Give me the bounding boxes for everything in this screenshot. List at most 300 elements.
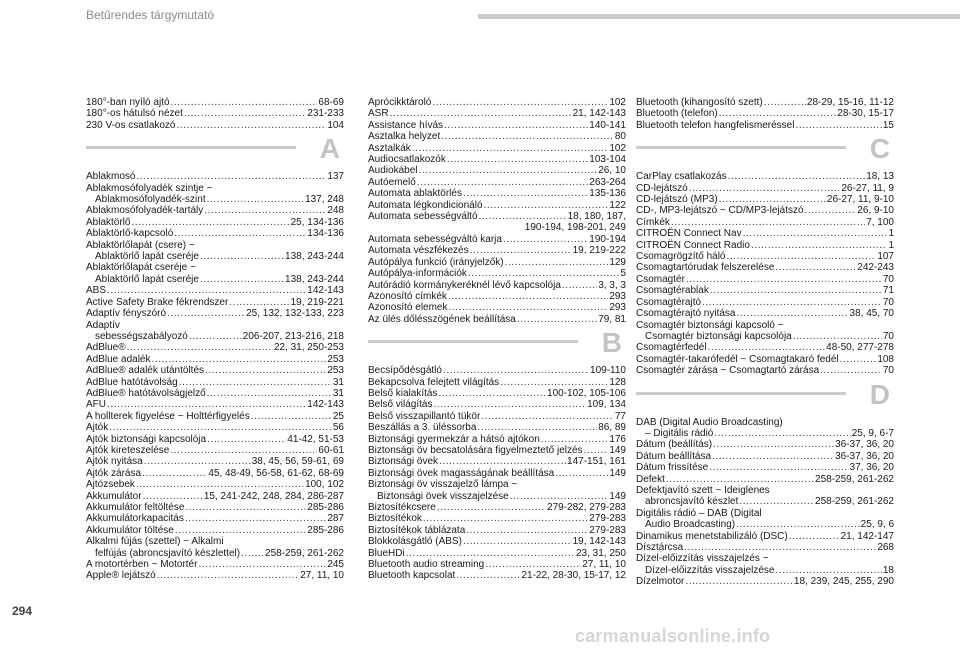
- entry-pages: 138, 243-244: [285, 273, 344, 285]
- entry-pages: 242-243: [857, 262, 894, 274]
- index-entry: [636, 274, 894, 285]
- entry-term: Adaptív: [86, 319, 120, 331]
- leader-dots: [719, 194, 826, 205]
- leader-dots: [793, 331, 882, 342]
- leader-dots: [775, 262, 856, 273]
- index-entry: [636, 217, 894, 228]
- index-entry: [86, 411, 344, 422]
- entry-pages: 293: [609, 290, 626, 302]
- index-entry: [368, 525, 626, 536]
- index-entry: [368, 177, 626, 188]
- leader-dots: [170, 445, 317, 456]
- leader-dots: [743, 228, 888, 239]
- entry-term: CD-, MP3-lejátszó ~ CD/MP3-lejátszó: [636, 205, 804, 217]
- entry-term: Ablaktörlő lapát cseréje: [95, 251, 199, 263]
- entry-term: Csomagtér zárása ~ Csomagtartó zárása: [636, 365, 820, 377]
- entry-term: Belső kialakítás: [368, 387, 438, 399]
- entry-term: Címkék: [636, 216, 670, 228]
- entry-term: Csomagtér biztonsági kapcsoló ~: [636, 319, 784, 331]
- leader-dots: [479, 211, 567, 222]
- leader-dots: [229, 297, 289, 308]
- entry-pages: 253: [327, 365, 344, 377]
- index-entry: [368, 491, 626, 502]
- index-entry: [86, 536, 344, 547]
- entry-pages: 100-102, 105-106: [547, 387, 626, 399]
- index-entry: [86, 331, 344, 342]
- section-letter: A: [319, 133, 340, 165]
- entry-term: Defekt: [636, 473, 665, 485]
- entry-term: Belső világítás: [368, 399, 433, 411]
- entry-term: Ajtók zárása: [86, 467, 142, 479]
- leader-dots: [719, 108, 837, 119]
- leader-dots: [441, 131, 614, 142]
- index-entry: [86, 194, 344, 205]
- entry-pages: 25, 134-136: [290, 216, 344, 228]
- section-divider: [636, 378, 894, 414]
- entry-pages: 25, 9, 6: [860, 519, 894, 531]
- index-entry: [86, 570, 344, 581]
- index-entry: [86, 445, 344, 456]
- index-entry: [636, 308, 894, 319]
- entry-pages: 122: [609, 199, 626, 211]
- leader-dots: [795, 120, 881, 131]
- index-entry: [86, 240, 344, 251]
- entry-pages: 142-143: [307, 399, 344, 411]
- index-entry: [636, 228, 894, 239]
- index-entry: [86, 285, 344, 296]
- index-entry: [86, 491, 344, 502]
- entry-term: A hollterek figyelése ~ Holttérfigyelés: [86, 410, 250, 422]
- entry-pages: 38, 45, 56, 59-61, 69: [251, 456, 344, 468]
- leader-dots: [152, 354, 327, 365]
- entry-term: Bluetooth audio streaming: [368, 559, 485, 571]
- entry-pages: 258-259, 261-262: [815, 496, 894, 508]
- leader-dots: [503, 234, 588, 245]
- index-entry: [368, 502, 626, 513]
- entry-pages: 147-151, 161: [567, 456, 626, 468]
- index-entry: [636, 417, 894, 428]
- entry-term: AdBlue®: [86, 342, 126, 354]
- index-entry: [368, 131, 626, 142]
- entry-pages: 279-282, 279-283: [547, 502, 626, 513]
- entry-term: Akkumulátor töltése: [86, 524, 174, 536]
- entry-term: CarPlay csatlakozás: [636, 171, 727, 183]
- leader-dots: [171, 97, 318, 108]
- entry-term: Bluetooth kapcsolat: [368, 570, 456, 582]
- entry-pages: 140-141: [589, 119, 626, 131]
- leader-dots: [447, 154, 588, 165]
- leader-dots: [463, 536, 572, 547]
- index-entry: [86, 274, 344, 285]
- entry-term: Dátum (beállítás): [636, 439, 713, 451]
- entry-term: Biztonsági öv becsatolására figyelmeztető jelzés: [368, 444, 583, 456]
- entry-pages: 23, 31, 250: [575, 547, 626, 559]
- section-rule: [86, 146, 296, 149]
- entry-term: Biztosítékok: [368, 513, 422, 525]
- section-divider: [86, 133, 344, 168]
- entry-pages: 70: [882, 330, 894, 342]
- index-entry: [86, 399, 344, 410]
- index-entry: [368, 513, 626, 524]
- leader-dots: [107, 399, 306, 410]
- entry-pages: 28-29, 15-16, 11-12: [806, 97, 894, 108]
- index-entry: [636, 565, 894, 576]
- index-entry: [368, 422, 626, 433]
- leader-dots: [555, 468, 608, 479]
- entry-term: Ajtók biztonsági kapcsolója: [86, 433, 207, 445]
- entry-pages: 138, 243-244: [285, 251, 344, 263]
- leader-dots: [736, 519, 860, 530]
- leader-dots: [820, 365, 882, 376]
- index-entry: [636, 262, 894, 273]
- entry-term: AdBlue® adalék utántöltés: [86, 365, 205, 377]
- entry-term: Csomagtérablak: [636, 285, 709, 297]
- entry-pages: 287: [327, 513, 344, 525]
- entry-term: Ajtók nyitása: [86, 456, 143, 468]
- index-entry: [636, 331, 894, 342]
- entry-pages: 129: [609, 256, 626, 268]
- entry-pages: 18, 239, 245, 255, 290: [793, 576, 894, 588]
- entry-term: 180°-os hátulsó nézet: [86, 108, 183, 120]
- entry-term: – Digitális rádió: [645, 427, 714, 439]
- entry-term: CITROËN Connect Nav: [636, 228, 742, 240]
- index-entry: [636, 320, 894, 331]
- index-entry: [368, 165, 626, 176]
- entry-term: Ablakmosófolyadék szintje ~: [86, 182, 213, 194]
- section-letter: C: [869, 133, 890, 165]
- leader-dots: [463, 188, 588, 199]
- leader-dots: [185, 502, 306, 513]
- index-entry: [636, 519, 894, 530]
- entry-pages: 253: [327, 353, 344, 365]
- leader-dots: [433, 399, 586, 410]
- entry-term: Digitális rádió – DAB (Digital: [636, 507, 762, 519]
- entry-pages: 142-143: [307, 285, 344, 297]
- leader-dots: [737, 308, 849, 319]
- entry-pages: 21-22, 28-30, 15-17, 12: [521, 570, 626, 582]
- entry-term: Ajtózsebek: [86, 479, 135, 491]
- index-entry: [636, 297, 894, 308]
- entry-term: Audio Broadcasting): [645, 519, 736, 531]
- leader-dots: [200, 251, 284, 262]
- leader-dots: [448, 291, 608, 302]
- entry-pages: 36-37, 36, 20: [835, 450, 894, 462]
- entry-pages: 268: [877, 542, 894, 553]
- index-entry: [368, 468, 626, 479]
- page-number: 294: [12, 604, 33, 618]
- leader-dots: [198, 559, 326, 570]
- index-entry: [368, 257, 626, 268]
- entry-pages: 5: [620, 268, 626, 280]
- entry-term: 230 V-os csatlakozó: [86, 119, 176, 131]
- index-entry: [636, 439, 894, 450]
- entry-pages: 279-283: [589, 513, 626, 525]
- index-entry: [368, 570, 626, 581]
- entry-pages: 231-233: [307, 108, 344, 120]
- entry-term: Csomagtérfedél: [636, 342, 707, 354]
- index-entry: [368, 388, 626, 399]
- leader-dots: [184, 108, 306, 119]
- index-entry: [636, 194, 894, 205]
- leader-dots: [708, 342, 826, 353]
- entry-pages: 19, 219-222: [572, 245, 626, 257]
- leader-dots: [204, 205, 326, 216]
- leader-dots: [251, 411, 332, 422]
- index-entry: [368, 365, 626, 376]
- leader-dots: [728, 171, 866, 182]
- leader-dots: [205, 365, 326, 376]
- index-entry: [636, 531, 894, 542]
- entry-pages: 31: [332, 376, 344, 388]
- index-entry: [86, 548, 344, 559]
- index-entry: [636, 428, 894, 439]
- page-header-title: Betűrendes tárgymutató: [86, 8, 215, 22]
- index-entry: [86, 120, 344, 131]
- leader-dots: [179, 377, 332, 388]
- leader-dots: [207, 194, 304, 205]
- index-entry: [368, 154, 626, 165]
- index-entry: [636, 462, 894, 473]
- index-entry: [636, 171, 894, 182]
- index-entry: [86, 205, 344, 216]
- index-entry: [636, 108, 894, 119]
- entry-pages: 1: [888, 228, 894, 240]
- entry-pages: 279-283: [589, 524, 626, 536]
- entry-term: Dízel-előizzítás visszajelzése: [645, 564, 775, 576]
- leader-dots: [167, 308, 245, 319]
- index-entry: [368, 399, 626, 410]
- entry-pages: 41-42, 51-53: [287, 433, 344, 445]
- section-divider: [368, 327, 626, 362]
- leader-dots: [418, 165, 597, 176]
- entry-term: abroncsjavító készlet: [645, 496, 739, 508]
- entry-term: Biztonsági övek magasságának beállítása: [368, 467, 555, 479]
- entry-term: Bluetooth (telefon): [636, 108, 718, 120]
- leader-dots: [432, 97, 608, 108]
- entry-term: Csomagrögzítő háló: [636, 251, 726, 263]
- index-column-2: [368, 97, 626, 582]
- entry-pages: 19, 219-221: [290, 296, 344, 308]
- leader-dots: [689, 183, 841, 194]
- index-entry: [636, 205, 894, 216]
- entry-term: Audiokábel: [368, 165, 418, 177]
- entry-term: Csomagtérajtó nyitása: [636, 308, 736, 320]
- index-entry: [636, 542, 894, 553]
- entry-term: ASR: [368, 108, 389, 120]
- entry-term: Automata légkondicionáló: [368, 199, 483, 211]
- entry-pages: 25: [332, 410, 344, 422]
- entry-pages: 21, 142-143: [572, 108, 626, 120]
- leader-dots: [751, 240, 888, 251]
- entry-term: Autóemelő: [368, 176, 416, 188]
- leader-dots: [510, 491, 609, 502]
- index-entry: [86, 365, 344, 376]
- entry-term: Belső visszapillantó tükör: [368, 410, 481, 422]
- entry-term: Autópálya-információk: [368, 268, 467, 280]
- leader-dots: [710, 285, 882, 296]
- leader-dots: [764, 97, 806, 108]
- entry-term: Bekapcsolva felejtett világítás: [368, 376, 500, 388]
- index-column-3: [636, 97, 894, 588]
- entry-pages: 60-61: [318, 444, 344, 456]
- entry-term: Csomagtérajtó: [636, 296, 702, 308]
- index-entry: [86, 502, 344, 513]
- index-entry: [86, 183, 344, 194]
- entry-term: Audiocsatlakozók: [368, 154, 446, 166]
- leader-dots: [684, 542, 876, 553]
- entry-pages: 26-27, 11, 9: [841, 182, 894, 194]
- entry-pages: 149: [609, 444, 626, 456]
- leader-dots: [437, 502, 546, 513]
- index-entry: [86, 320, 344, 331]
- leader-dots: [207, 388, 332, 399]
- entry-pages: 107: [877, 251, 894, 263]
- entry-term: Dísztárcsa: [636, 542, 684, 553]
- leader-dots: [131, 217, 289, 228]
- leader-dots: [789, 531, 840, 542]
- entry-term: Defektjavító szett ~ Ideiglenes: [636, 484, 770, 496]
- entry-term: Ablaktörlőlapát (csere) ~: [86, 239, 195, 251]
- entry-term: Ablaktörlőlapát cseréje ~: [86, 262, 196, 274]
- index-entry: [86, 217, 344, 228]
- entry-term: ABS: [86, 285, 107, 297]
- index-entry: [636, 251, 894, 262]
- entry-term: AFU: [86, 399, 106, 411]
- index-entry: [86, 308, 344, 319]
- entry-term: Biztonsági övek: [368, 456, 439, 468]
- entry-pages: 19, 142-143: [572, 536, 626, 548]
- leader-dots: [666, 474, 814, 485]
- entry-term: CD-lejátszó (MP3): [636, 194, 718, 206]
- leader-dots: [541, 434, 609, 445]
- leader-dots: [406, 548, 575, 559]
- index-entry: [86, 422, 344, 433]
- entry-pages: 103-104: [589, 154, 626, 166]
- entry-pages: 137: [327, 171, 344, 183]
- entry-term: Biztosítékcsere: [368, 502, 436, 513]
- index-entry: [636, 485, 894, 496]
- index-entry: [86, 513, 344, 524]
- entry-pages: 135-136: [589, 188, 626, 200]
- section-rule: [368, 340, 578, 343]
- leader-dots: [185, 513, 326, 524]
- entry-term: AdBlue® hatótávolságjelző: [86, 387, 206, 399]
- index-entry: [86, 479, 344, 490]
- entry-pages: 26-27, 11, 9-10: [826, 194, 894, 206]
- leader-dots: [562, 280, 597, 291]
- index-entry: [368, 291, 626, 302]
- entry-term: Becsípődésgátló: [368, 365, 442, 377]
- entry-term: 180°-ban nyíló ajtó: [86, 97, 170, 108]
- index-entry: [368, 302, 626, 313]
- entry-pages: 26, 9-10: [857, 205, 894, 217]
- leader-dots: [505, 257, 609, 268]
- entry-term: Active Safety Brake fékrendszer: [86, 296, 229, 308]
- entry-pages: 77: [614, 410, 626, 422]
- index-entry: [368, 280, 626, 291]
- entry-pages: 190-194: [589, 233, 626, 245]
- entry-term: Azonosító címkék: [368, 290, 447, 302]
- leader-dots: [685, 576, 793, 587]
- leader-dots: [127, 342, 273, 353]
- leader-dots: [671, 217, 865, 228]
- index-entry: [86, 251, 344, 262]
- leader-dots: [174, 228, 306, 239]
- index-entry: [368, 143, 626, 154]
- entry-term: A motortérben ~ Motortér: [86, 559, 198, 571]
- leader-dots: [143, 491, 203, 502]
- entry-pages: 15: [882, 119, 894, 131]
- entry-pages: 25, 132, 132-133, 223: [246, 308, 344, 320]
- entry-term: Bluetooth telefon hangfelismeréssel: [636, 119, 795, 131]
- entry-pages: 176: [609, 433, 626, 445]
- leader-dots: [438, 388, 546, 399]
- leader-dots: [712, 451, 834, 462]
- entry-term: Dízel-előizzítás visszajelzés ~: [636, 553, 769, 565]
- entry-term: Akkumulátorkapacitás: [86, 513, 184, 525]
- leader-dots: [484, 200, 609, 211]
- leader-dots: [200, 274, 284, 285]
- leader-dots: [144, 456, 251, 467]
- entry-pages: 18, 180, 187,: [567, 211, 626, 223]
- entry-term: BlueHDi: [368, 547, 405, 559]
- entry-pages: 22, 31, 250-253: [273, 342, 344, 354]
- index-entry: [368, 268, 626, 279]
- leader-dots: [177, 120, 327, 131]
- index-entry: [368, 120, 626, 131]
- leader-dots: [702, 297, 882, 308]
- index-entry: [368, 377, 626, 388]
- entry-pages: 80: [614, 131, 626, 143]
- leader-dots: [713, 439, 834, 450]
- entry-term: Ablakmosó: [86, 171, 136, 183]
- entry-term: Blokkolásgátló (ABS): [368, 536, 462, 548]
- index-entry: [368, 97, 626, 108]
- entry-term: Azonosító elemek: [368, 302, 448, 314]
- index-entry: [368, 245, 626, 256]
- entry-pages: 15, 241-242, 248, 284, 286-287: [203, 490, 344, 502]
- index-entry: [368, 108, 626, 119]
- entry-term: Asztalkák: [368, 142, 411, 154]
- entry-term: Csomagtér: [636, 273, 685, 285]
- index-entry: [368, 548, 626, 559]
- entry-pages: 190-194, 198-201, 249: [524, 222, 626, 234]
- leader-dots: [714, 428, 850, 439]
- entry-pages: 18: [882, 564, 894, 576]
- entry-pages: 48-50, 277-278: [826, 342, 894, 354]
- entry-term: Az ülés dőlésszögének beállítása: [368, 313, 516, 325]
- entry-pages: 37, 36, 20: [849, 462, 894, 474]
- entry-term: Biztonsági övek visszajelzése: [377, 490, 509, 502]
- index-entry: [368, 222, 626, 233]
- entry-pages: 27, 11, 10: [582, 559, 626, 571]
- leader-dots: [840, 354, 877, 365]
- index-entry: [636, 97, 894, 108]
- leader-dots: [136, 171, 326, 182]
- entry-term: Ajtók kireteszelése: [86, 444, 170, 456]
- leader-dots: [443, 365, 589, 376]
- section-rule: [636, 146, 846, 149]
- index-entry: [368, 445, 626, 456]
- leader-dots: [709, 462, 848, 473]
- entry-pages: 70: [882, 273, 894, 285]
- entry-pages: 128: [609, 376, 626, 388]
- index-entry: [636, 183, 894, 194]
- index-entry: [636, 285, 894, 296]
- entry-term: felfújás (abroncsjavító készlettel): [95, 547, 241, 559]
- index-entry: [368, 479, 626, 490]
- entry-pages: 245: [327, 559, 344, 571]
